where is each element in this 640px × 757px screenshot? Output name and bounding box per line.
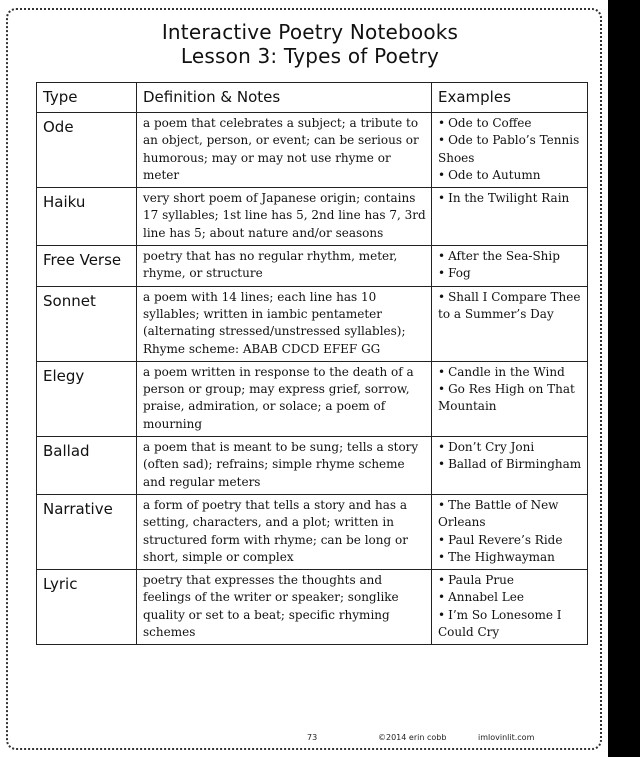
example-item: • Ode to Pablo’s Tennis Shoes: [438, 133, 580, 165]
examples-cell: [432, 437, 588, 495]
example-item: • Fog: [438, 266, 471, 281]
examples-cell: [432, 113, 588, 188]
example-item: • Go Res High on That Mountain: [438, 382, 575, 414]
definition-cell: a poem that celebrates a subject; a tribute to an object, person, or event; can be serious or humorous; may or may not use rhyme or meter: [137, 113, 432, 188]
definition-cell: poetry that has no regular rhythm, meter, rhyme, or structure: [137, 246, 432, 287]
header-definition: Definition & Notes: [137, 83, 432, 113]
copyright-text: ©2014 erin cobb: [378, 733, 447, 742]
type-cell: Lyric: [37, 570, 137, 645]
examples-cell: [432, 494, 588, 569]
page-number: 73: [307, 733, 318, 742]
type-cell: Ballad: [37, 437, 137, 495]
table-row: [37, 188, 588, 246]
type-cell: Narrative: [37, 494, 137, 569]
type-cell: Sonnet: [37, 286, 137, 361]
table-header-row: [37, 83, 588, 113]
table-row: [37, 570, 588, 645]
header-type: Type: [37, 83, 137, 113]
example-item: • The Battle of New Orleans: [438, 497, 559, 530]
examples-cell: [432, 246, 588, 287]
example-item: • Annabel Lee: [438, 590, 524, 605]
examples-cell: [432, 570, 588, 645]
definition-cell: poetry that expresses the thoughts and feelings of the writer or speaker; songlike quality or set to a beat; specific rhyming schemes: [137, 570, 432, 645]
example-item: • After the Sea-Ship: [438, 249, 560, 264]
type-cell: Free Verse: [37, 246, 137, 287]
example-item: • Ballad of Birmingham: [438, 457, 582, 472]
example-item: • Shall I Compare Thee to a Summer’s Day: [438, 289, 581, 321]
example-item: • I’m So Lonesome I Could Cry: [438, 607, 562, 640]
definition-cell: very short poem of Japanese origin; contains 17 syllables; 1st line has 5, 2nd line has 7, 3rd line has 5; about nature and/or seasons: [137, 188, 432, 246]
example-item: • Ode to Autumn: [438, 167, 541, 182]
website-text: imlovinlit.com: [478, 733, 535, 742]
table-row: [37, 437, 588, 495]
example-item: • Paul Revere’s Ride: [438, 532, 563, 547]
example-item: • Paula Prue: [438, 573, 514, 588]
page-title: [20, 20, 600, 68]
definition-cell: a form of poetry that tells a story and has a setting, characters, and a plot; written in structured form with rhyme; can be long or short, simple or complex: [137, 494, 432, 569]
definition-cell: a poem with 14 lines; each line has 10 syllables; written in iambic pentameter (alternating stressed/unstressed syllables); Rhyme scheme: ABAB CDCD EFEF GG: [137, 286, 432, 361]
table-row: [37, 361, 588, 436]
example-item: • Don’t Cry Joni: [438, 440, 535, 455]
examples-cell: [432, 286, 588, 361]
poetry-types-table: [36, 82, 588, 645]
definition-cell: a poem that is meant to be sung; tells a story (often sad); refrains; simple rhyme scheme and regular meters: [137, 437, 432, 495]
type-cell: Haiku: [37, 188, 137, 246]
table-row: [37, 286, 588, 361]
example-item: • In the Twilight Rain: [438, 191, 570, 206]
type-cell: Ode: [37, 113, 137, 188]
table-row: [37, 246, 588, 287]
example-item: • Candle in the Wind: [438, 364, 565, 379]
definition-cell: a poem written in response to the death of a person or group; may express grief, sorrow, praise, admiration, or solace; a poem of mourning: [137, 361, 432, 436]
title-line-1: Interactive Poetry Notebooks: [161, 20, 459, 44]
example-item: • The Highwayman: [438, 549, 555, 564]
title-line-2: Lesson 3: Types of Poetry: [180, 44, 440, 68]
type-cell: Elegy: [37, 361, 137, 436]
example-item: • Ode to Coffee: [438, 116, 532, 130]
examples-cell: [432, 188, 588, 246]
examples-cell: [432, 361, 588, 436]
table-row: [37, 113, 588, 188]
table-row: [37, 494, 588, 569]
header-examples: Examples: [432, 83, 588, 113]
page-edge-shadow: [608, 0, 640, 757]
